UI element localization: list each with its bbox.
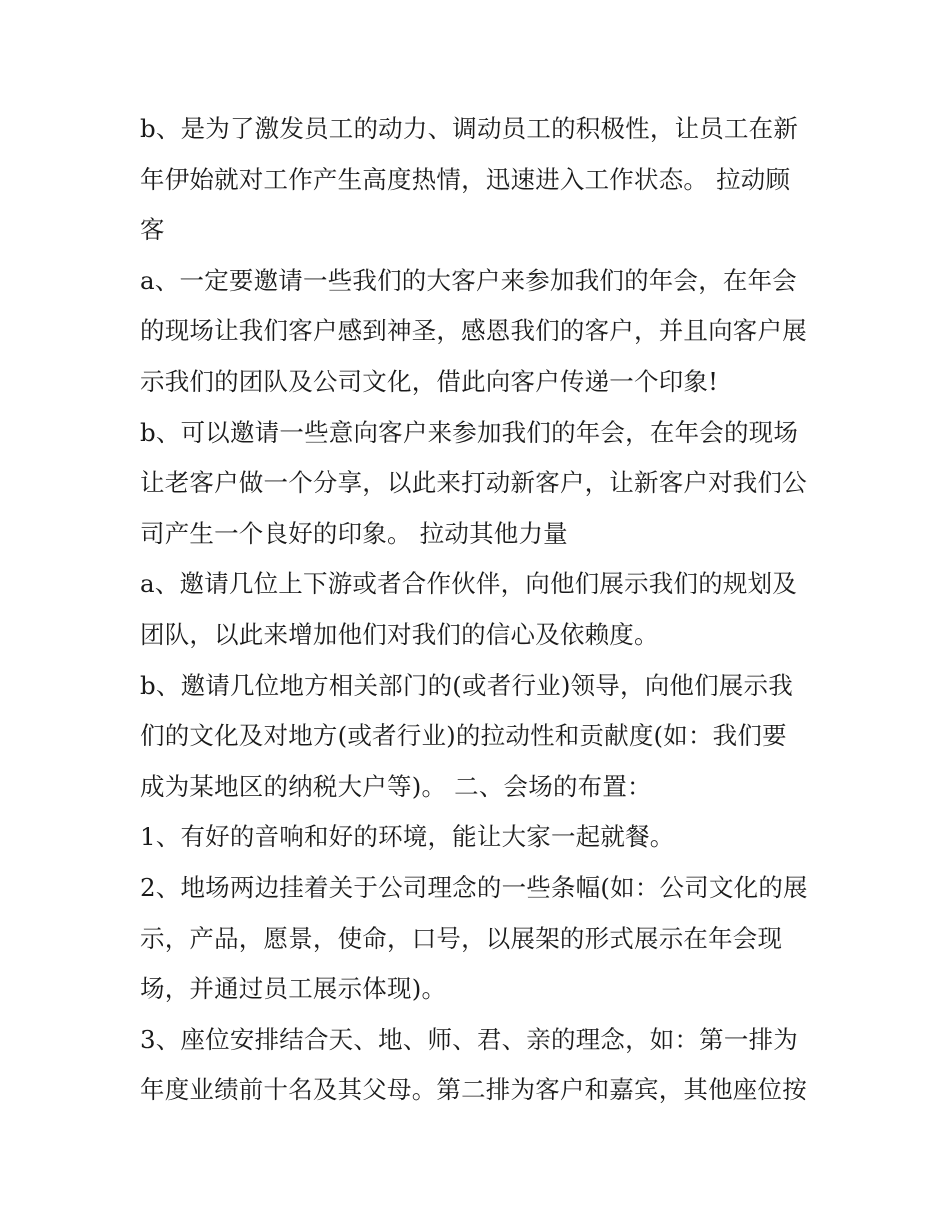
text-line: a、一定要邀请一些我们的大客户来参加我们的年会，在年会 bbox=[140, 265, 798, 295]
list-item-seating bbox=[140, 1015, 820, 1116]
text-line: 示，产品，愿景，使命，口号，以展架的形式展示在年会现 bbox=[140, 923, 783, 953]
list-item-venue-banners bbox=[140, 863, 820, 1015]
paragraph-invite-officials bbox=[140, 661, 820, 813]
text-line: a、邀请几位上下游或者合作伙伴，向他们展示我们的规划及 bbox=[140, 569, 798, 599]
text-line: b、邀请几位地方相关部门的(或者行业)领导，向他们展示我 bbox=[140, 670, 793, 700]
text-line: 示我们的团队及公司文化，借此向客户传递一个印象! bbox=[140, 366, 719, 396]
text-line: 2、地场两边挂着关于公司理念的一些条幅(如：公司文化的展 bbox=[140, 872, 808, 902]
text-line: b、是为了激发员工的动力、调动员工的积极性，让员工在新 bbox=[140, 114, 799, 143]
text-line: 1、有好的音响和好的环境，能让大家一起就餐。 bbox=[140, 822, 675, 852]
document-body bbox=[140, 104, 820, 1116]
paragraph-invite-prospective-clients bbox=[140, 408, 820, 560]
text-line: 让老客户做一个分享，以此来打动新客户，让新客户对我们公 bbox=[140, 468, 807, 498]
text-line: 客 bbox=[140, 215, 165, 245]
text-line: 司产生一个良好的印象。 拉动其他力量 bbox=[140, 518, 568, 548]
text-line: 团队，以此来增加他们对我们的信心及依赖度。 bbox=[140, 619, 659, 649]
text-line: 年伊始就对工作产生高度热情，迅速进入工作状态。 拉动顾 bbox=[140, 164, 791, 194]
paragraph-invite-major-clients bbox=[140, 256, 820, 408]
paragraph-invite-partners bbox=[140, 559, 820, 660]
text-line: 成为某地区的纳税大户等)。 二、会场的布置： bbox=[140, 771, 652, 801]
text-line: 3、座位安排结合天、地、师、君、亲的理念，如：第一排为 bbox=[140, 1024, 798, 1054]
list-item-venue-sound bbox=[140, 812, 820, 863]
text-line: b、可以邀请一些意向客户来参加我们的年会，在年会的现场 bbox=[140, 417, 799, 447]
paragraph-employee-motivation bbox=[140, 104, 820, 256]
text-line: 的现场让我们客户感到神圣，感恩我们的客户，并且向客户展 bbox=[140, 316, 807, 346]
text-line: 年度业绩前十名及其父母。第二排为客户和嘉宾，其他座位按 bbox=[140, 1075, 807, 1105]
text-line: 们的文化及对地方(或者行业)的拉动性和贡献度(如：我们要 bbox=[140, 721, 787, 751]
text-line: 场，并通过员工展示体现)。 bbox=[140, 974, 447, 1004]
